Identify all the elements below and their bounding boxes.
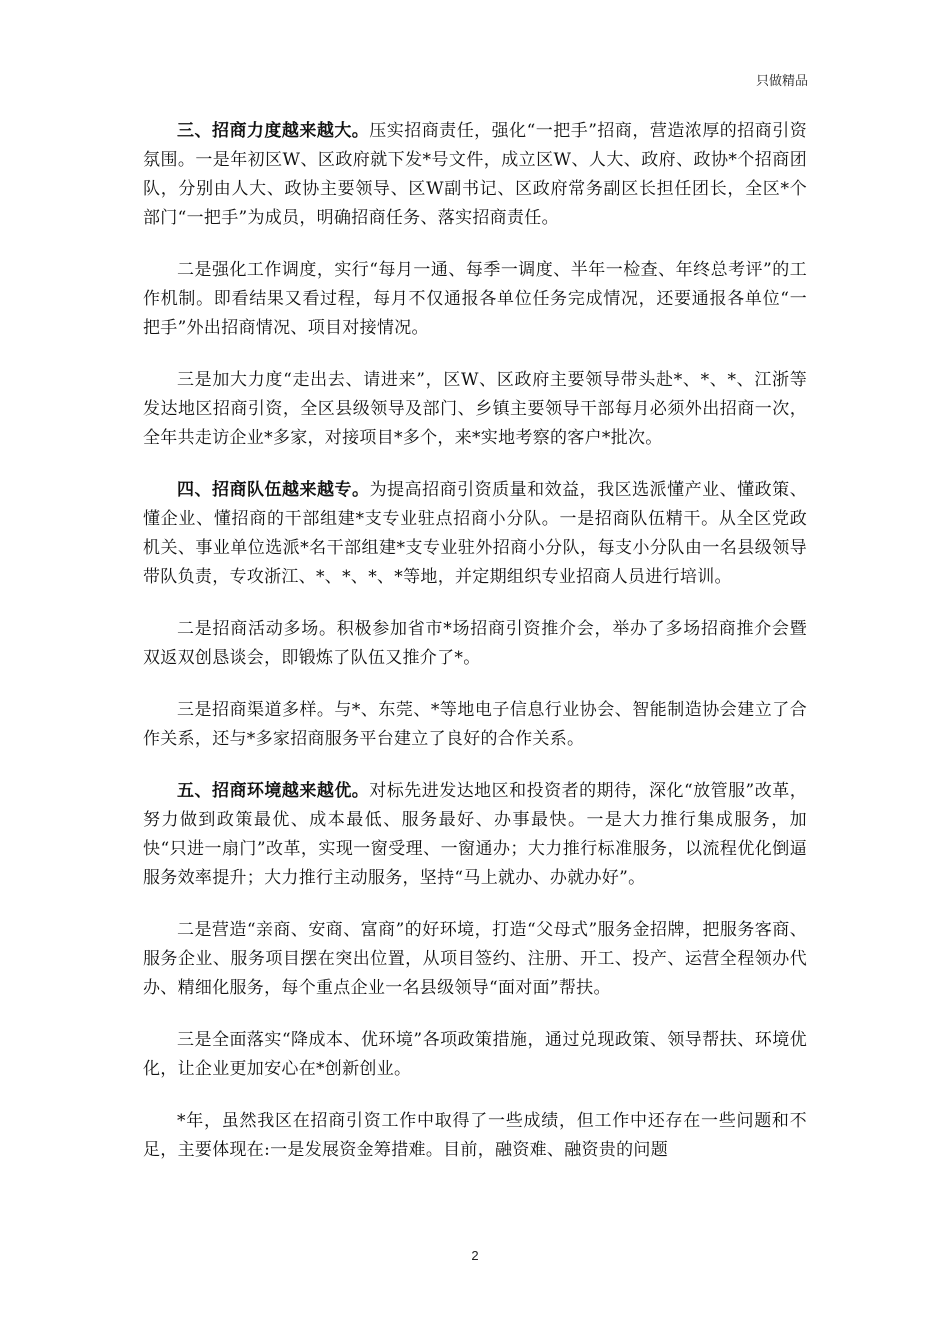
section-heading: 四、招商队伍越来越专。 [177, 480, 370, 500]
paragraph [143, 117, 807, 233]
paragraph [143, 1026, 807, 1084]
paragraph [143, 916, 807, 1003]
paragraph-text: 三是全面落实“降成本、优环境”各项政策措施，通过兑现政策、领导帮扶、环境优化，让企业更加安心在*创新创业。 [143, 1030, 807, 1079]
section-heading: 五、招商环境越来越优。 [177, 781, 370, 801]
paragraph-text: 三是招商渠道多样。与*、东莞、*等地电子信息行业协会、智能制造协会建立了合作关系，还与*多家招商服务平台建立了良好的合作关系。 [143, 700, 807, 749]
paragraph-text: *年，虽然我区在招商引资工作中取得了一些成绩，但工作中还存在一些问题和不足，主要体现在:一是发展资金筹措难。目前，融资难、融资贵的问题 [143, 1111, 807, 1160]
paragraph-text: 三是加大力度“走出去、请进来”，区W、区政府主要领导带头赴*、*、*、江浙等发达地区招商引资，全区县级领导及部门、乡镇主要领导干部每月必须外出招商一次，全年共走访企业*多家，对接项目*多个，来*实地考察的客户*批次。 [143, 370, 807, 448]
paragraph [143, 256, 807, 343]
paragraph [143, 615, 807, 673]
paragraph-text: 对标先进发达地区和投资者的期待，深化“放管服”改革，努力做到政策最优、成本最低、服务最好、办事最快。一是大力推行集成服务，加快“只进一扇门”改革，实现一窗受理、一窗通办；大力推行标准服务，以流程优化倒逼服务效率提升；大力推行主动服务，坚持“马上就办、办就办好”。 [143, 781, 807, 888]
paragraph [143, 476, 807, 592]
paragraph [143, 366, 807, 453]
paragraph [143, 777, 807, 893]
paragraph [143, 696, 807, 754]
paragraph-text: 二是强化工作调度，实行“每月一通、每季一调度、半年一检查、年终总考评”的工作机制。即看结果又看过程，每月不仅通报各单位任务完成情况，还要通报各单位“一把手”外出招商情况、项目对接情况。 [143, 260, 807, 338]
paragraph [143, 1107, 807, 1165]
paragraph-text: 二是营造“亲商、安商、富商”的好环境，打造“父母式”服务金招牌，把服务客商、服务企业、服务项目摆在突出位置，从项目签约、注册、开工、投产、运营全程领办代办、精细化服务，每个重点企业一名县级领导“面对面”帮扶。 [143, 920, 807, 998]
paragraph-text: 为提高招商引资质量和效益，我区选派懂产业、懂政策、懂企业、懂招商的干部组建*支专业驻点招商小分队。一是招商队伍精干。从全区党政机关、事业单位选派*名干部组建*支专业驻外招商小分队，每支小分队由一名县级领导带队负责，专攻浙江、*、*、*、*等地，并定期组织专业招商人员进行培训。 [143, 480, 807, 587]
paragraph-text: 二是招商活动多场。积极参加省市*场招商引资推介会，举办了多场招商推介会暨双返双创恳谈会，即锻炼了队伍又推介了*。 [143, 619, 807, 668]
paragraph-text: 压实招商责任，强化“一把手”招商，营造浓厚的招商引资氛围。一是年初区W、区政府就下发*号文件，成立区W、人大、政府、政协*个招商团队，分别由人大、政协主要领导、区W副书记、区政府常务副区长担任团长，全区*个部门“一把手”为成员，明确招商任务、落实招商责任。 [143, 121, 807, 228]
page-number: 2 [471, 1248, 479, 1263]
document-body [143, 117, 807, 1188]
section-heading: 三、招商力度越来越大。 [177, 121, 370, 141]
page-header: 只做精品 [755, 74, 808, 89]
